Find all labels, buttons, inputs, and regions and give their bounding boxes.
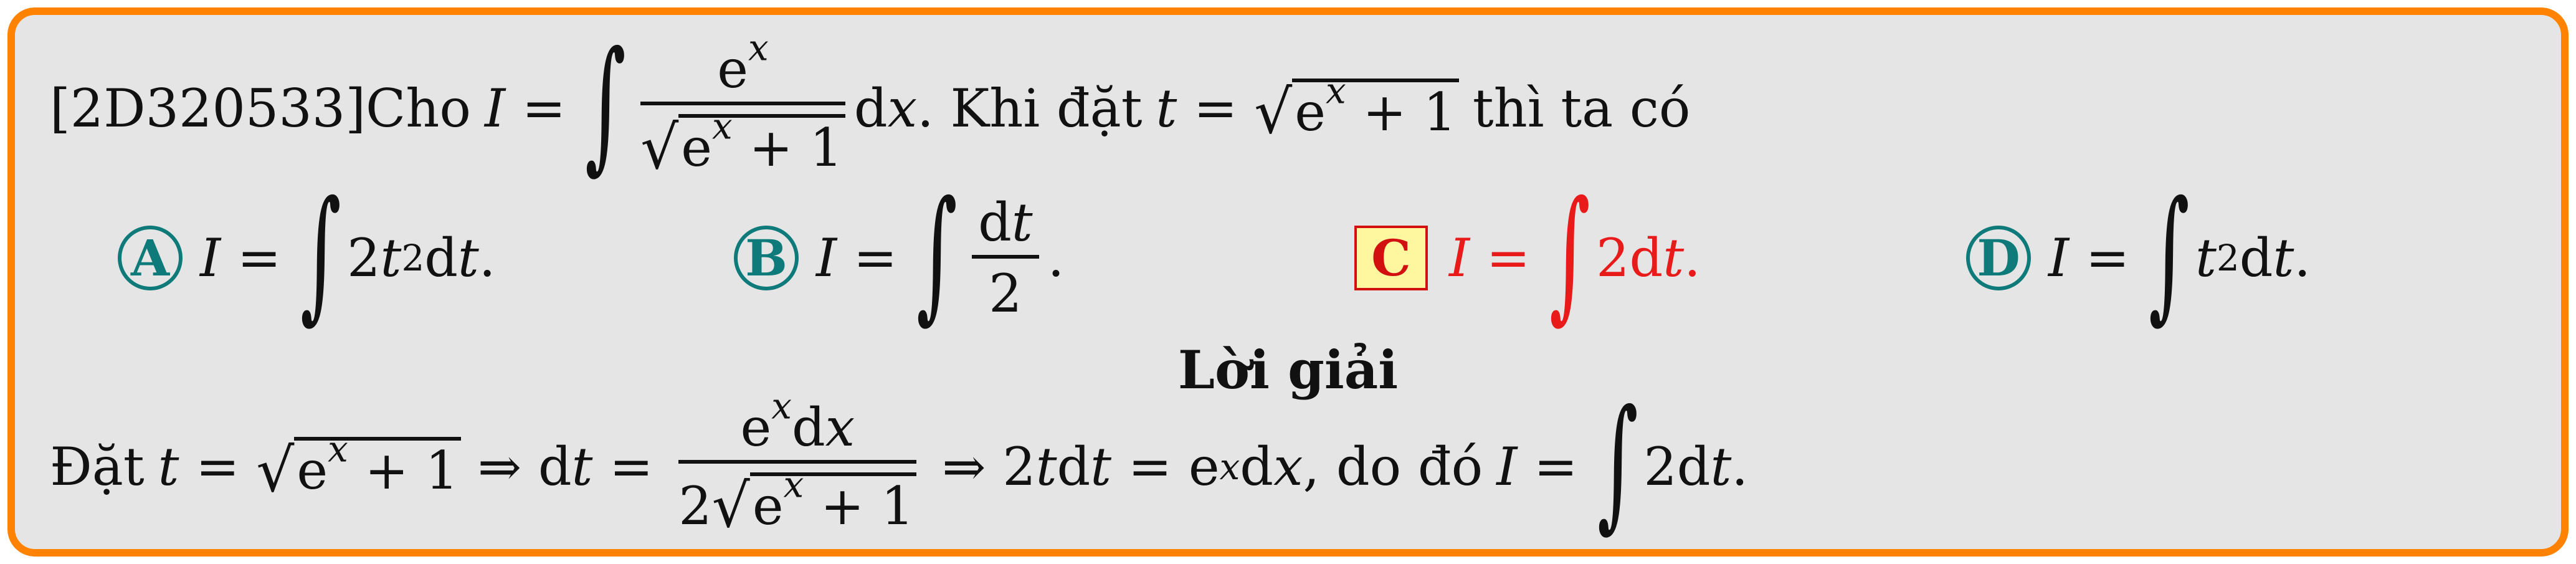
integrand-fraction: $e^x$ √ $e^x + 1$ bbox=[640, 43, 845, 174]
integral-sign: ∫ bbox=[916, 171, 958, 337]
integral-sign: ∫ bbox=[585, 21, 627, 188]
option-b-fraction: dt 2 bbox=[972, 196, 1039, 320]
integral-sign: ∫ bbox=[2149, 171, 2190, 337]
question-id: [2D320533] bbox=[50, 78, 366, 139]
question-text: . Khi đặt bbox=[917, 78, 1143, 139]
solution-fraction: $e^xdx$ 2 √ $e^x + 1$ bbox=[678, 401, 916, 532]
option-b-label: B bbox=[734, 226, 799, 290]
solution-line: Đặt t = √ $e^x + 1$ ⇒ d t = $e^xdx$ 2 √ $e^x + 1$ ⇒ 2 t d t = e x d x , do đó I = ∫ 2d t . bbox=[50, 380, 1749, 546]
option-a[interactable]: A I = ∫ 2 t 2 d t . bbox=[118, 183, 495, 333]
option-b[interactable]: B I = ∫ dt 2 . bbox=[734, 183, 1064, 333]
integral-sign: ∫ bbox=[1549, 171, 1591, 337]
integral-sign: ∫ bbox=[300, 171, 342, 337]
option-d-label: D bbox=[1966, 226, 2031, 290]
solution-sqrt: √ $e^x + 1$ bbox=[256, 437, 461, 497]
option-c-label-correct: C bbox=[1354, 226, 1428, 290]
option-a-label: A bbox=[118, 226, 183, 290]
question-card bbox=[7, 7, 2569, 557]
solution-title: Lời giải bbox=[1177, 339, 1399, 401]
option-d[interactable]: D I = ∫ t 2 d t . bbox=[1966, 183, 2311, 333]
integral-sign: ∫ bbox=[1597, 380, 1638, 546]
substitution-sqrt: √ $e^x + 1$ bbox=[1254, 79, 1459, 138]
question-intro: Cho bbox=[366, 78, 471, 139]
question-tail: thì ta có bbox=[1472, 78, 1691, 139]
question-line: [2D320533] Cho I = ∫ $e^x$ √ $e^x + 1$ d x . Khi đặt t = √ $e^x + 1$ thì ta có bbox=[50, 21, 1691, 188]
option-c[interactable]: C I = ∫ 2d t . bbox=[1354, 183, 1701, 333]
integral-lhs: I = bbox=[484, 78, 566, 139]
